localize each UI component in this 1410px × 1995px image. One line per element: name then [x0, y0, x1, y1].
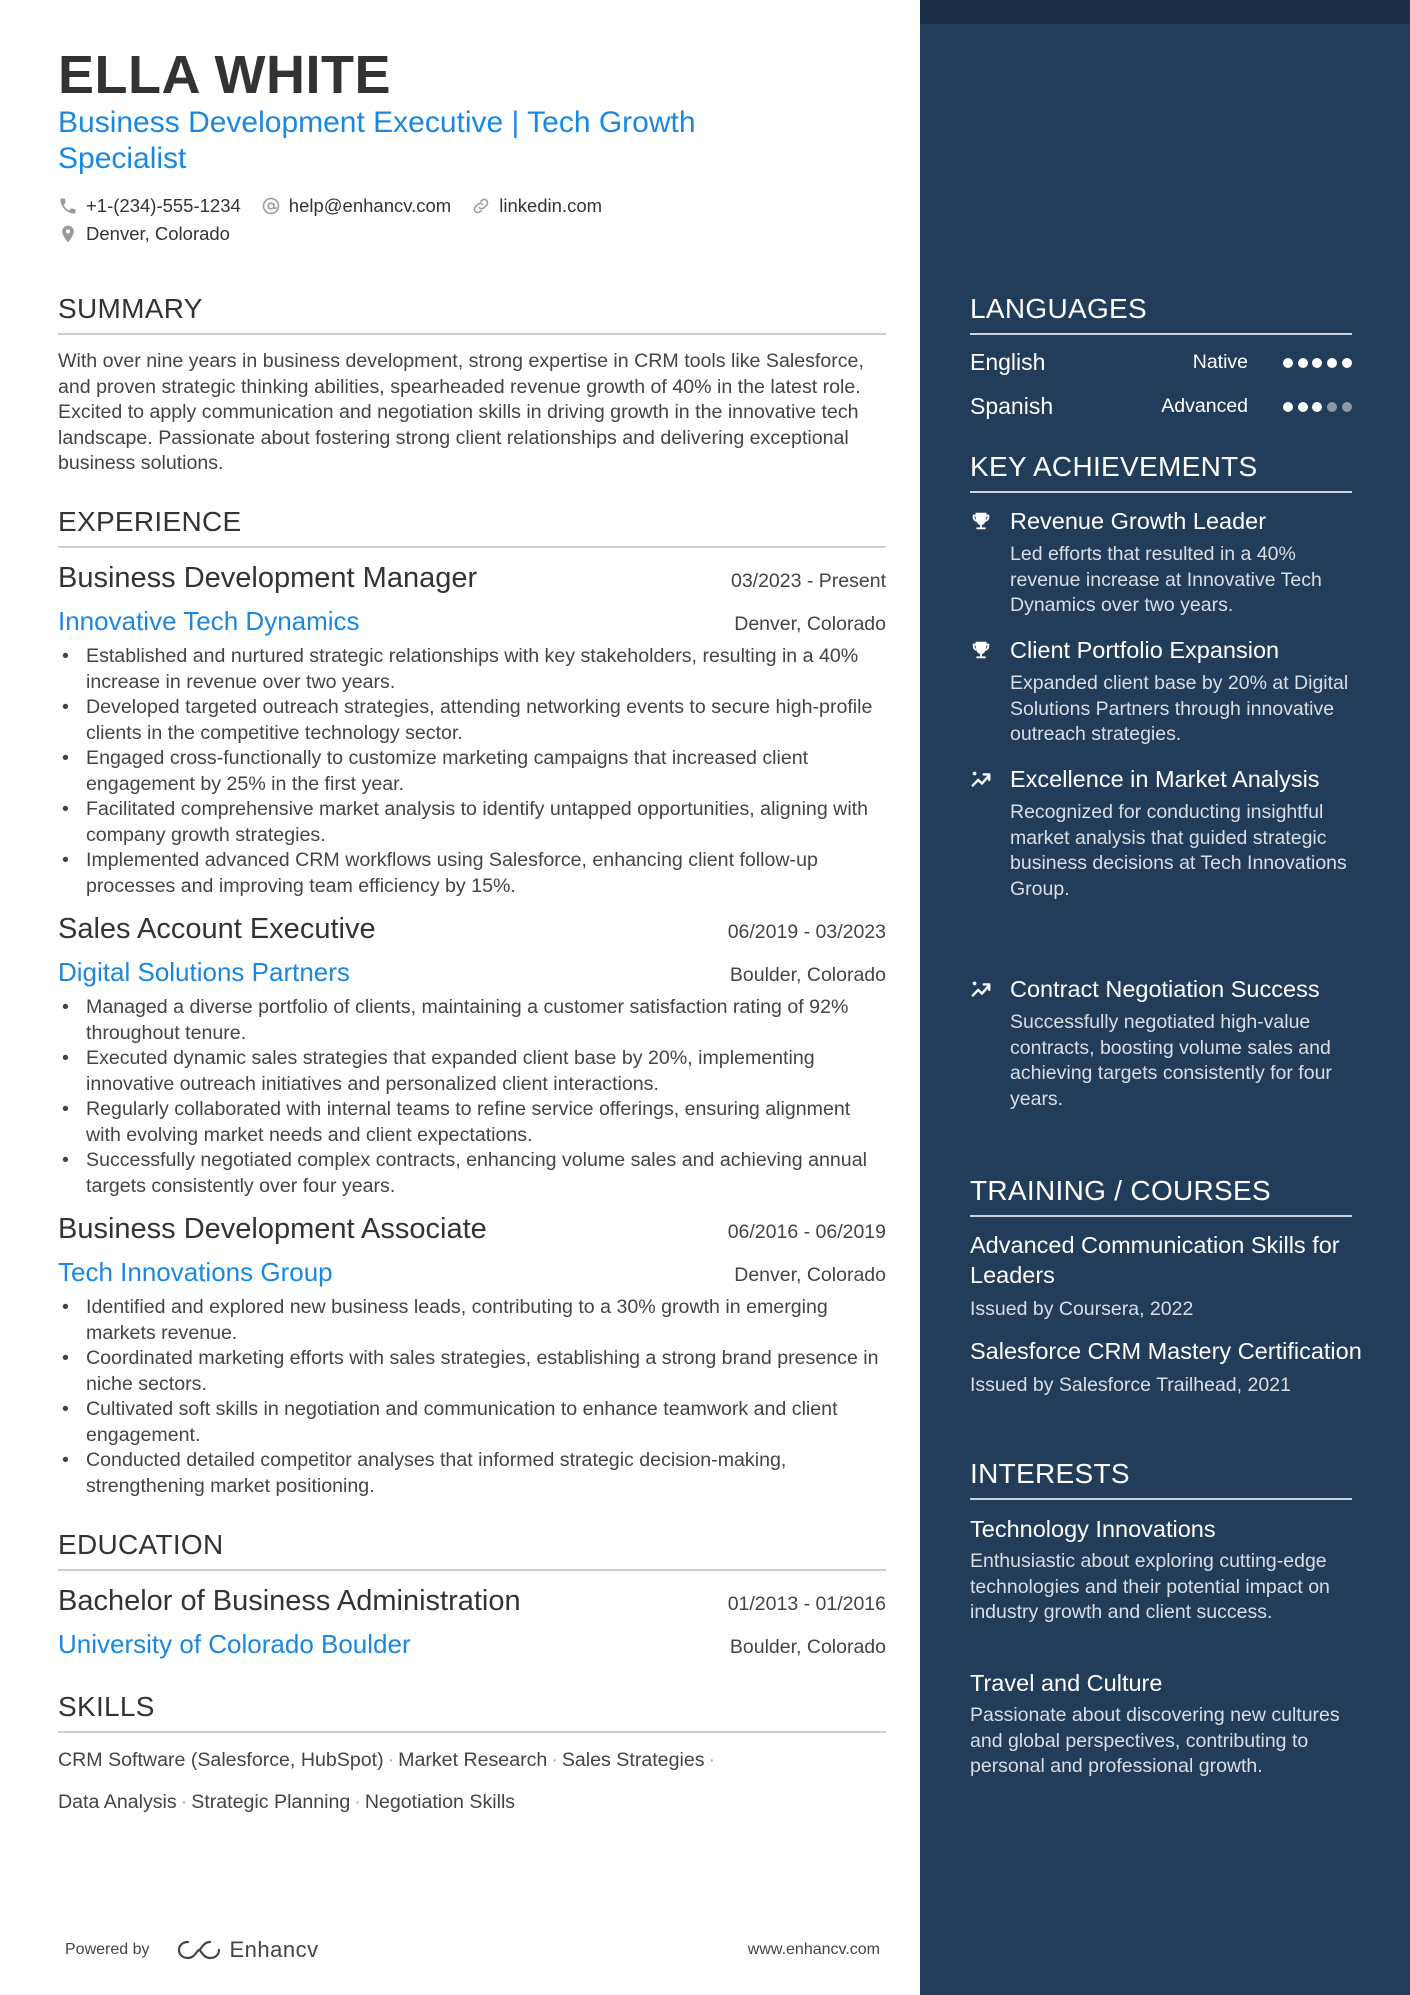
- sidebar: [920, 0, 1410, 1995]
- job-bullet: • Established and nurtured strategic relationships with key stakeholders, resulting in a 40% increase in revenue over two years.: [58, 644, 886, 695]
- language-item: [970, 393, 1352, 420]
- summary-heading: SUMMARY: [58, 293, 886, 335]
- trophy-icon: [970, 639, 992, 661]
- job-company[interactable]: Innovative Tech Dynamics: [58, 606, 360, 636]
- phone-text: +1-(234)-555-1234: [86, 195, 241, 216]
- achievement-item: [970, 764, 1370, 902]
- growth-arrow-icon: [970, 978, 992, 1000]
- skill-item: CRM Software (Salesforce, HubSpot): [58, 1749, 384, 1771]
- interest-item: [970, 1668, 1370, 1780]
- interest-title: Travel and Culture: [970, 1670, 1163, 1696]
- achievement-item: [970, 974, 1370, 1112]
- contact-location: [58, 223, 230, 245]
- enhancv-logo-icon: [176, 1938, 222, 1962]
- course-item: [970, 1336, 1370, 1399]
- location-pin-icon: [58, 224, 78, 244]
- rating-dot-filled: [1312, 402, 1322, 412]
- achievement-description: Successfully negotiated high-value contracts, boosting volume sales and achieving targets consistently for four years.: [1010, 1011, 1332, 1110]
- language-level: Native: [1192, 351, 1249, 373]
- footer: [65, 1935, 880, 1965]
- language-rating: [1278, 402, 1352, 412]
- job-bullet: • Managed a diverse portfolio of clients, maintaining a customer satisfaction rating of 92% throughout tenure.: [58, 995, 886, 1046]
- brand-name: Enhancv: [229, 1937, 319, 1962]
- course-title: Advanced Communication Skills for Leaders: [970, 1232, 1340, 1288]
- achievements-heading: KEY ACHIEVEMENTS: [970, 451, 1352, 493]
- skills-heading: SKILLS: [58, 1691, 886, 1733]
- job-bullet: • Engaged cross-functionally to customize marketing campaigns that increased client engagement by 25% in the first year.: [58, 746, 886, 797]
- website-link[interactable]: www.enhancv.com: [747, 1941, 880, 1958]
- course-item: [970, 1230, 1370, 1323]
- experience-heading: EXPERIENCE: [58, 506, 886, 548]
- interest-description: Passionate about discovering new cultures and global perspectives, contributing to personal and professional growth.: [970, 1704, 1340, 1777]
- education-location: Boulder, Colorado: [729, 1636, 886, 1658]
- rating-dot-filled: [1283, 402, 1293, 412]
- skill-item: Negotiation Skills: [364, 1791, 516, 1813]
- education-dates: 01/2013 - 01/2016: [727, 1593, 886, 1615]
- job-entry: [58, 562, 886, 899]
- job-bullets: [58, 644, 886, 899]
- contact-phone[interactable]: [58, 195, 241, 217]
- achievement-description: Expanded client base by 20% at Digital Solutions Partners through innovative outreach strategies.: [1010, 672, 1349, 745]
- job-entry: [58, 913, 886, 1199]
- enhancv-logo[interactable]: [176, 1937, 319, 1963]
- job-role: Business Development Associate: [58, 1213, 487, 1245]
- achievement-item: [970, 635, 1370, 748]
- powered-by-label: Powered by: [65, 1941, 150, 1958]
- skill-item: Data Analysis: [58, 1791, 177, 1813]
- phone-icon: [58, 196, 78, 216]
- interests-heading: INTERESTS: [970, 1458, 1352, 1500]
- location-text: Denver, Colorado: [86, 223, 230, 244]
- language-item: [970, 349, 1352, 376]
- job-dates: 06/2019 - 03/2023: [727, 921, 886, 943]
- job-bullet: • Identified and explored new business leads, contributing to a 30% growth in emerging markets revenue.: [58, 1295, 886, 1346]
- education-heading: EDUCATION: [58, 1529, 886, 1571]
- growth-arrow-icon: [970, 768, 992, 790]
- email-text: help@enhancv.com: [288, 195, 452, 216]
- skill-separator: ·: [180, 1791, 188, 1813]
- sidebar-top-bar: [920, 0, 1410, 24]
- candidate-title: Business Development Executive | Tech Growth Specialist: [58, 106, 696, 175]
- skill-separator: ·: [387, 1749, 395, 1771]
- job-dates: 06/2016 - 06/2019: [727, 1221, 886, 1243]
- at-sign-icon: [261, 196, 281, 216]
- course-issuer: Issued by Coursera, 2022: [970, 1298, 1194, 1320]
- summary-text: With over nine years in business development, strong expertise in CRM tools like Salesforce, and proven strategic thinking abilities, spearheaded revenue growth of 40% in the latest role. Excited to apply communication and negotiation skills in driving growth in the innovative tech landscape. Passionate about fostering strong client relationships and delivering exceptional business solutions.: [58, 350, 864, 475]
- job-location: Boulder, Colorado: [729, 964, 886, 986]
- language-name: Spanish: [970, 393, 1054, 419]
- rating-dot-empty: [1327, 402, 1337, 412]
- skill-separator: ·: [551, 1749, 558, 1771]
- degree: Bachelor of Business Administration: [58, 1585, 521, 1617]
- job-location: Denver, Colorado: [734, 613, 886, 635]
- job-bullet: • Executed dynamic sales strategies that expanded client base by 20%, implementing innovative outreach initiatives and personalized client interactions.: [58, 1046, 886, 1097]
- job-bullet: • Successfully negotiated complex contracts, enhancing volume sales and achieving annual targets consistently over four years.: [58, 1148, 886, 1199]
- job-bullet: • Implemented advanced CRM workflows using Salesforce, enhancing client follow-up processes and improving team efficiency by 15%.: [58, 848, 886, 899]
- job-bullet: • Conducted detailed competitor analyses that informed strategic decision-making, strengthening market positioning.: [58, 1448, 886, 1499]
- skills-list: [58, 1746, 886, 1830]
- link-icon: [471, 196, 491, 216]
- interest-description: Enthusiastic about exploring cutting-edge technologies and their potential impact on industry growth and client success.: [970, 1550, 1330, 1623]
- languages-heading: LANGUAGES: [970, 293, 1352, 335]
- rating-dot-filled: [1327, 358, 1337, 368]
- trophy-icon: [970, 510, 992, 532]
- contact-email[interactable]: [261, 195, 451, 217]
- job-bullets: [58, 995, 886, 1199]
- job-dates: 03/2023 - Present: [730, 570, 886, 592]
- job-company[interactable]: Digital Solutions Partners: [58, 957, 350, 987]
- course-issuer: Issued by Salesforce Trailhead, 2021: [970, 1374, 1291, 1396]
- skill-separator: ·: [708, 1749, 716, 1771]
- skill-item: Strategic Planning: [191, 1791, 351, 1813]
- skill-separator: ·: [354, 1791, 361, 1813]
- job-bullet: • Developed targeted outreach strategies, attending networking events to secure high-profile clients in the competitive technology sector.: [58, 695, 886, 746]
- job-location: Denver, Colorado: [734, 1264, 886, 1286]
- job-role: Sales Account Executive: [58, 913, 376, 945]
- achievement-title: Revenue Growth Leader: [1010, 508, 1267, 534]
- school-name[interactable]: University of Colorado Boulder: [58, 1629, 411, 1659]
- job-bullet: • Facilitated comprehensive market analysis to identify untapped opportunities, aligning with company growth strategies.: [58, 797, 886, 848]
- job-bullet: • Regularly collaborated with internal teams to refine service offerings, ensuring alignment with evolving market needs and client expectations.: [58, 1097, 886, 1148]
- achievement-title: Excellence in Market Analysis: [1010, 766, 1320, 792]
- achievement-item: [970, 506, 1370, 619]
- course-title: Salesforce CRM Mastery Certification: [970, 1338, 1362, 1364]
- interest-item: [970, 1514, 1370, 1626]
- rating-dot-filled: [1283, 358, 1293, 368]
- rating-dot-empty: [1342, 402, 1352, 412]
- skill-item: Market Research: [398, 1749, 548, 1771]
- rating-dot-filled: [1312, 358, 1322, 368]
- job-bullet: • Coordinated marketing efforts with sales strategies, establishing a strong brand presence in niche sectors.: [58, 1346, 886, 1397]
- job-role: Business Development Manager: [58, 562, 478, 594]
- job-bullet: • Cultivated soft skills in negotiation and communication to enhance teamwork and client engagement.: [58, 1397, 886, 1448]
- job-entry: [58, 1213, 886, 1499]
- job-bullets: [58, 1295, 886, 1499]
- rating-dot-filled: [1298, 402, 1308, 412]
- rating-dot-filled: [1342, 358, 1352, 368]
- linkedin-text: linkedin.com: [499, 195, 603, 216]
- skill-item: Sales Strategies: [561, 1749, 705, 1771]
- rating-dot-filled: [1298, 358, 1308, 368]
- training-heading: TRAINING / COURSES: [970, 1175, 1352, 1217]
- achievement-description: Recognized for conducting insightful market analysis that guided strategic business decisions at Tech Innovations Group.: [1010, 801, 1347, 900]
- achievement-title: Client Portfolio Expansion: [1010, 637, 1280, 663]
- job-company[interactable]: Tech Innovations Group: [58, 1257, 333, 1287]
- language-name: English: [970, 349, 1046, 375]
- language-level: Advanced: [1161, 395, 1249, 417]
- contact-info: [58, 192, 858, 248]
- achievement-description: Led efforts that resulted in a 40% revenue increase at Innovative Tech Dynamics over two years.: [1010, 543, 1322, 616]
- candidate-name: ELLA WHITE: [58, 45, 391, 105]
- contact-linkedin[interactable]: [471, 195, 602, 217]
- education-entry: [58, 1585, 886, 1660]
- interest-title: Technology Innovations: [970, 1516, 1216, 1542]
- achievement-title: Contract Negotiation Success: [1010, 976, 1320, 1002]
- language-rating: [1278, 358, 1352, 368]
